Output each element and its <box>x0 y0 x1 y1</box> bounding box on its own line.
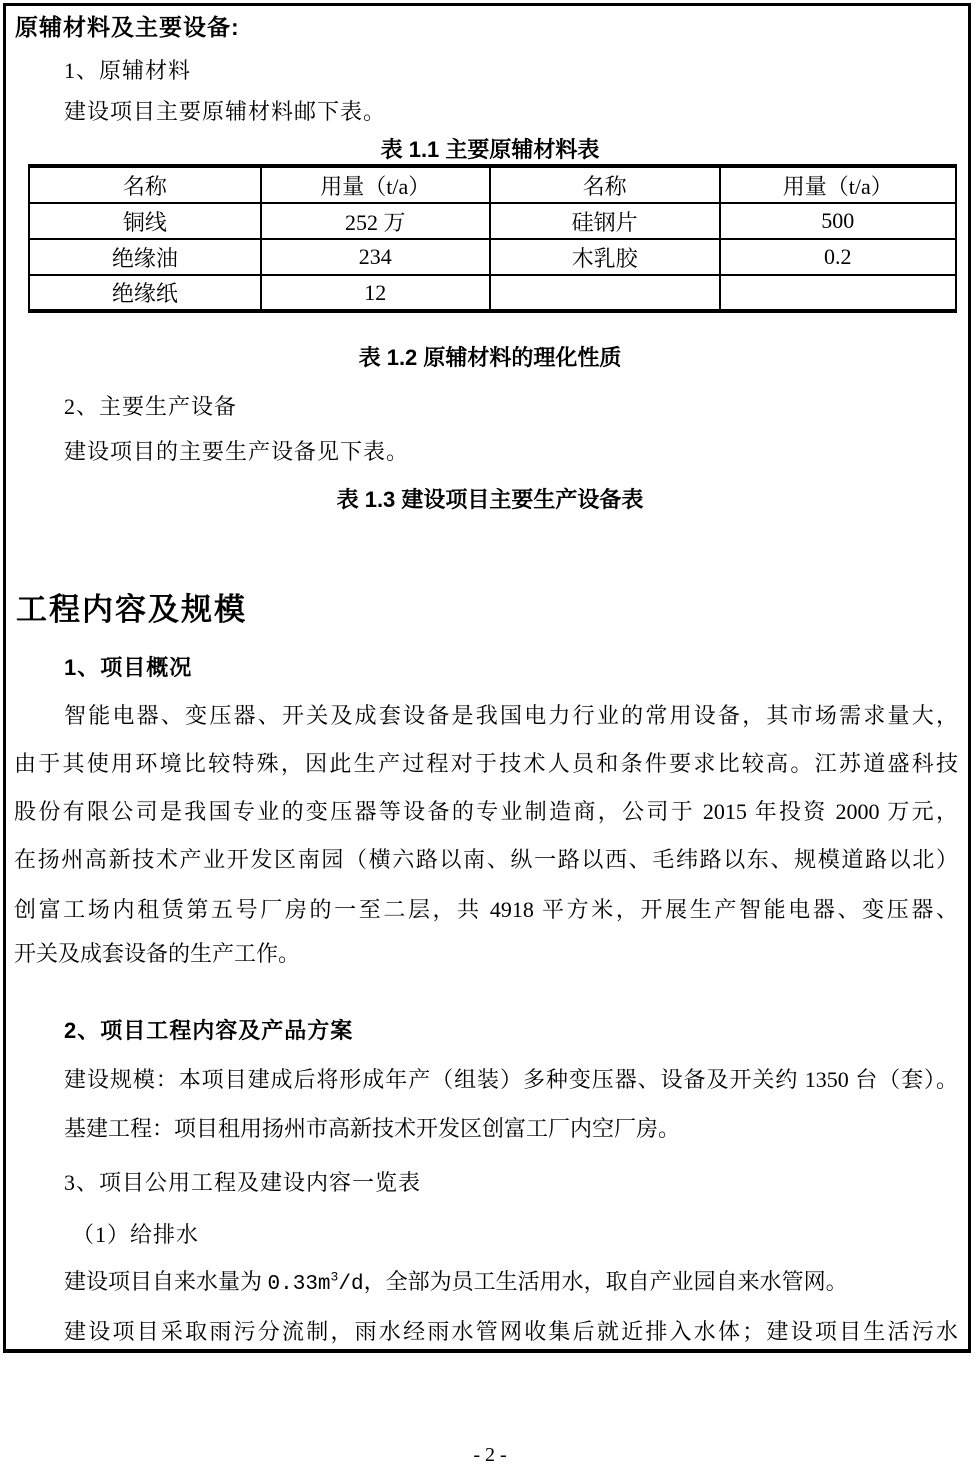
cell-material: 木乳胶 <box>490 239 720 275</box>
cell-material: 绝缘油 <box>29 239 261 275</box>
overview-paragraph-line: 智能电器、变压器、开关及成套设备是我国电力行业的常用设备，其市场需求量大， <box>64 703 958 728</box>
cell-material: 铜线 <box>29 203 261 239</box>
infrastructure-line: 基建工程：项目租用扬州市高新技术开发区创富工厂内空厂房。 <box>64 1116 681 1141</box>
col-header-name-2: 名称 <box>490 166 720 203</box>
item-2-heading: 2、主要生产设备 <box>64 394 238 419</box>
water-usage-text: ，全部为员工生活用水，取自产业园自来水管网。 <box>363 1269 848 1294</box>
cell-material: 硅钢片 <box>490 203 720 239</box>
col-header-usage-1: 用量（t/a） <box>261 166 490 203</box>
table-1-3-caption: 表 1.3 建设项目主要生产设备表 <box>336 487 644 512</box>
col-header-usage-2: 用量（t/a） <box>720 166 956 203</box>
cell-usage: 500 <box>720 203 956 239</box>
cubic-superscript: 3 <box>330 1269 339 1285</box>
sub-3-heading: 3、项目公用工程及建设内容一览表 <box>64 1170 422 1195</box>
item-1-note: 建设项目主要原辅材料邮下表。 <box>64 99 387 124</box>
item-2-note: 建设项目的主要生产设备见下表。 <box>64 439 410 464</box>
overview-paragraph-line: 开关及成套设备的生产工作。 <box>14 941 301 966</box>
cell-usage: 252 万 <box>261 203 490 239</box>
raw-materials-table <box>28 164 957 313</box>
water-usage-text: 建设项目自来水量为 <box>64 1269 268 1294</box>
section-materials-title: 原辅材料及主要设备: <box>15 14 240 40</box>
overview-paragraph-line: 由于其使用环境比较特殊，因此生产过程对于技术人员和条件要求比较高。江苏道盛科技 <box>14 751 958 776</box>
section-scope-title: 工程内容及规模 <box>16 592 247 627</box>
cell-material <box>490 275 720 311</box>
cell-usage <box>720 275 956 311</box>
table-1-1-caption: 表 1.1 主要原辅材料表 <box>380 137 600 162</box>
table-row <box>29 239 956 275</box>
col-header-name-1: 名称 <box>29 166 261 203</box>
item-1-heading: 1、原辅材料 <box>64 58 192 83</box>
water-usage-unit: /d <box>338 1273 364 1296</box>
overview-paragraph-line: 创富工场内租赁第五号厂房的一至二层，共 4918 平方米，开展生产智能电器、变压器、 <box>14 897 958 922</box>
table-row <box>29 275 956 311</box>
cell-usage: 234 <box>261 239 490 275</box>
table-row <box>29 203 956 239</box>
water-usage-line <box>14 1268 958 1299</box>
table-header-row <box>29 166 956 203</box>
sewage-line: 建设项目采取雨污分流制，雨水经雨水管网收集后就近排入水体；建设项目生活污水 <box>64 1319 958 1344</box>
water-usage-value: 0.33m <box>267 1273 331 1296</box>
page-number: - 2 - <box>473 1444 507 1466</box>
sub-2-heading: 2、项目工程内容及产品方案 <box>64 1018 354 1043</box>
table-1-2-caption: 表 1.2 原辅材料的理化性质 <box>358 345 622 370</box>
cell-usage: 12 <box>261 275 490 311</box>
water-supply-heading: （1）给排水 <box>72 1222 200 1247</box>
sub-1-heading: 1、项目概况 <box>64 655 193 680</box>
overview-paragraph-line: 股份有限公司是我国专业的变压器等设备的专业制造商，公司于 2015 年投资 2000 万元， <box>14 799 958 824</box>
overview-paragraph-line: 在扬州高新技术产业开发区南园（横六路以南、纵一路以西、毛纬路以东、规模道路以北） <box>14 847 958 872</box>
cell-material: 绝缘纸 <box>29 275 261 311</box>
cell-usage: 0.2 <box>720 239 956 275</box>
construction-scale-line: 建设规模：本项目建成后将形成年产（组装）多种变压器、设备及开关约 1350 台（套）。 <box>64 1067 958 1092</box>
